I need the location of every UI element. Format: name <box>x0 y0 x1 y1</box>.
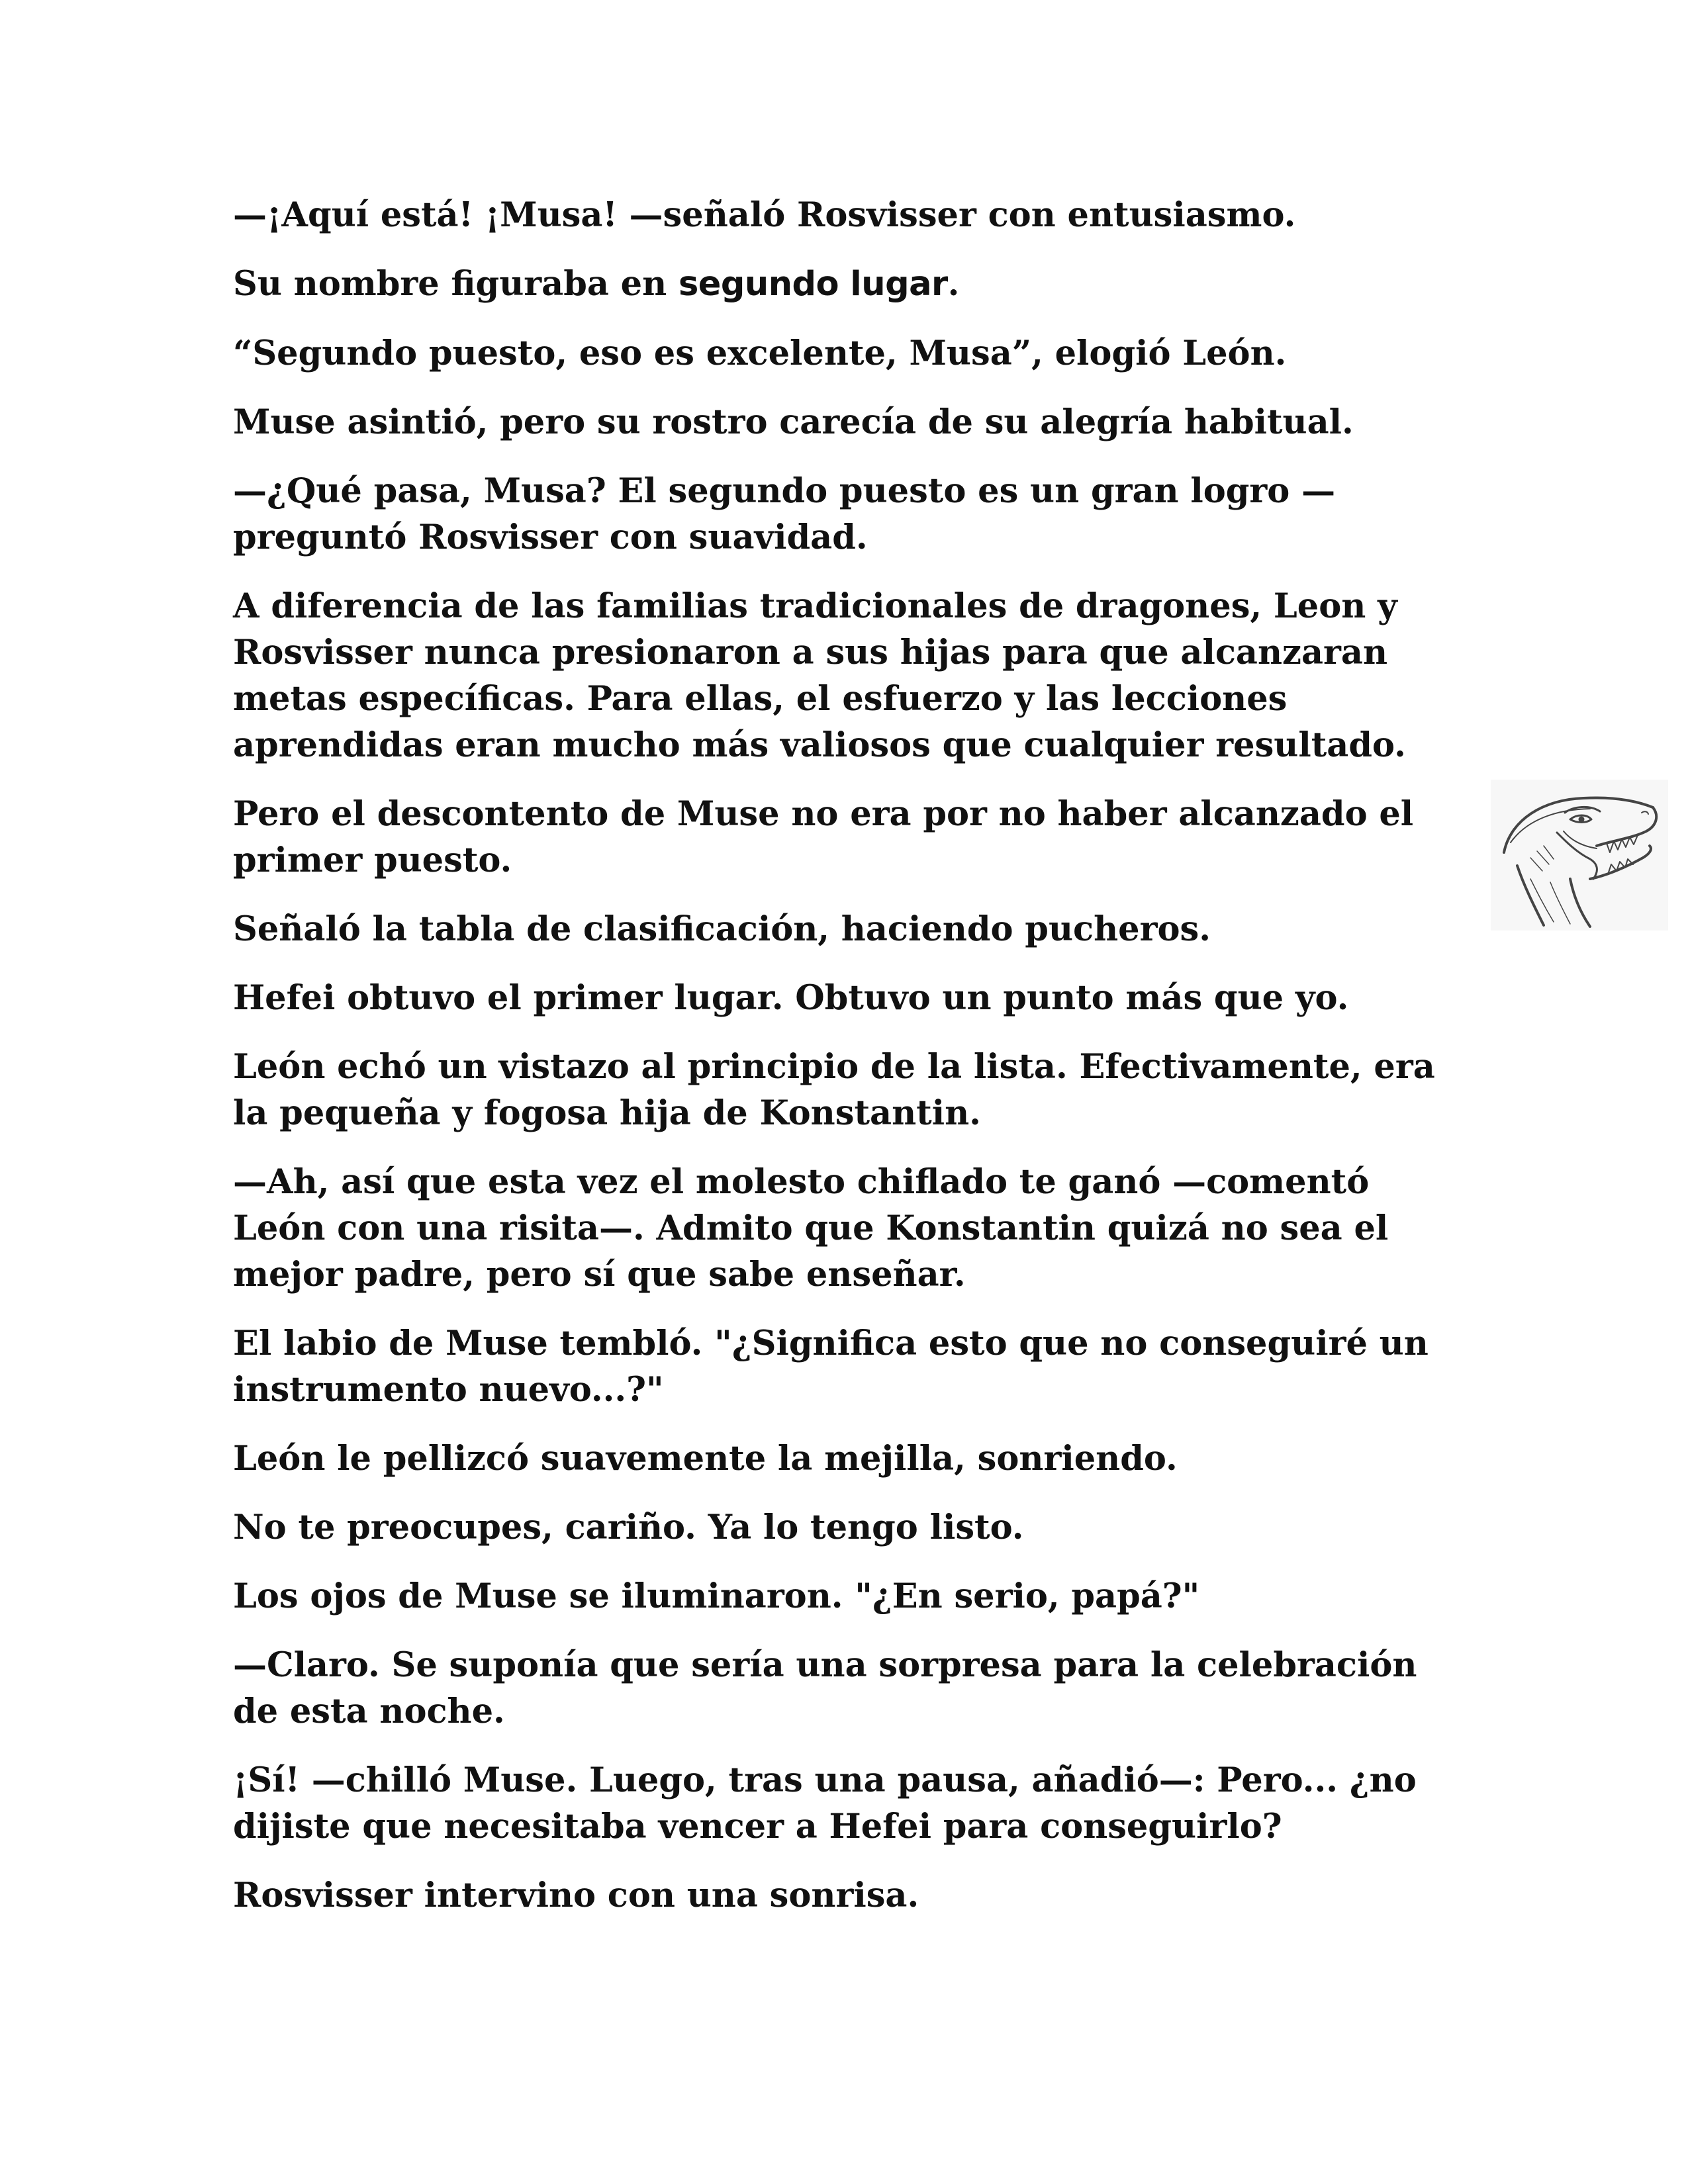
highlighted-phrase: segundo lugar <box>678 265 948 304</box>
paragraph-5: —¿Qué pasa, Musa? El segundo puesto es un gran logro — preguntó Rosvisser con suavidad. <box>233 471 1336 557</box>
paragraph-16: —Claro. Se suponía que sería una sorpresa para la celebración de esta noche. <box>233 1645 1417 1731</box>
story-text <box>233 192 1458 1941</box>
paragraph-18: Rosvisser intervino con una sonrisa. <box>233 1876 919 1915</box>
paragraph-11: —Ah, así que esta vez el molesto chiflado te ganó —comentó León con una risita—. Admito que Konstantin quizá no sea el mejor padre, pero sí que sabe enseñar. <box>233 1162 1389 1295</box>
paragraph-13: León le pellizcó suavemente la mejilla, sonriendo. <box>233 1439 1178 1479</box>
paragraph-7: Pero el descontento de Muse no era por no haber alcanzado el primer puesto. <box>233 794 1414 880</box>
paragraph-2 <box>233 261 1458 308</box>
paragraph-15: Los ojos de Muse se iluminaron. "¿En serio, papá?" <box>233 1576 1200 1616</box>
paragraph-1: —¡Aquí está! ¡Musa! —señaló Rosvisser con entusiasmo. <box>233 195 1296 235</box>
paragraph-10: León echó un vistazo al principio de la lista. Efectivamente, era la pequeña y fogosa hija de Konstantin. <box>233 1047 1435 1133</box>
paragraph-12: El labio de Muse tembló. "¿Significa esto que no conseguiré un instrumento nuevo...?" <box>233 1324 1429 1410</box>
dinosaur-head-sketch-icon <box>1491 780 1668 931</box>
paragraph-17: ¡Sí! —chilló Muse. Luego, tras una pausa, añadió—: Pero... ¿no dijiste que necesitaba vencer a Hefei para conseguirlo? <box>233 1760 1417 1846</box>
paragraph-14: No te preocupes, cariño. Ya lo tengo listo. <box>233 1508 1024 1547</box>
paragraph-8: Señaló la tabla de clasificación, haciendo pucheros. <box>233 909 1211 949</box>
paragraph-9: Hefei obtuvo el primer lugar. Obtuvo un punto más que yo. <box>233 978 1349 1018</box>
paragraph-3: “Segundo puesto, eso es excelente, Musa”, elogió León. <box>233 334 1287 373</box>
paragraph-4: Muse asintió, pero su rostro carecía de su alegría habitual. <box>233 402 1354 442</box>
paragraph-2-end: . <box>947 264 960 304</box>
paragraph-6: A diferencia de las familias tradicionales de dragones, Leon y Rosvisser nunca presionaron a sus hijas para que alcanzaran metas específicas. Para ellas, el esfuerzo y las lecciones aprendidas eran mucho más valiosos que cualquier resultado. <box>233 586 1406 765</box>
paragraph-2-start: Su nombre figuraba en <box>233 264 679 304</box>
